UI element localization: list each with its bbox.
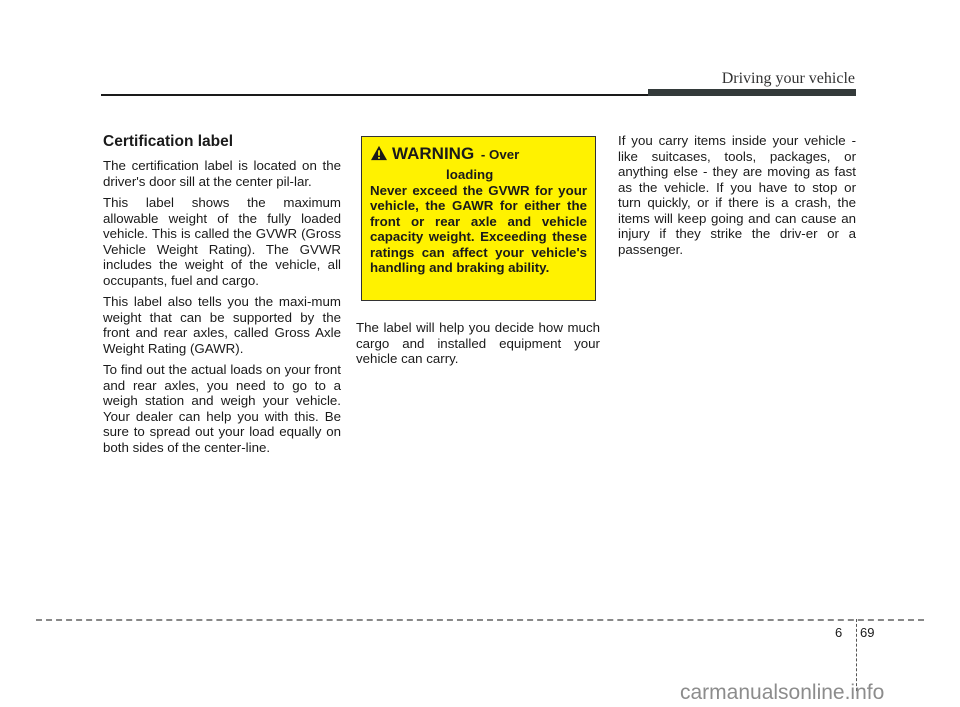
warning-body: Never exceed the GVWR for your vehicle, the GAWR for either the front or rear axle and vehicle capacity weight. Exceeding these ratings can affect your vehicle's handling and braking ability.	[370, 182, 587, 275]
paragraph: To find out the actual loads on your front and rear axles, you need to go to a weigh station and weigh your vehicle. Your dealer can help you with this. Be sure to spread out your load equally on both sides of the center-line.	[103, 362, 341, 455]
column-cargo-items	[618, 133, 856, 263]
column-certification	[103, 132, 341, 461]
chapter-number: 6	[835, 625, 843, 640]
warning-title: WARNING	[392, 144, 475, 163]
heading-certification-label: Certification label	[103, 133, 234, 150]
footer-rule	[36, 619, 924, 621]
header-rule-accent	[648, 89, 856, 96]
page-number: 69	[860, 625, 875, 640]
header-rule	[101, 94, 649, 96]
paragraph: This label shows the maximum allowable weight of the fully loaded vehicle. This is called the GVWR (Gross Vehicle Weight Rating). The GVWR includes the weight of the vehicle, all occupants, fuel and cargo.	[103, 195, 341, 288]
paragraph: If you carry items inside your vehicle - like suitcases, tools, packages, or anything else - they are moving as fast as the vehicle. If you have to stop or turn quickly, or if there is a crash, the items will keep going and can cause an injury if they strike the driv-er or a passenger.	[618, 133, 856, 257]
paragraph: The certification label is located on the driver's door sill at the center pil-lar.	[103, 158, 341, 189]
watermark: carmanualsonline.info	[680, 681, 885, 704]
warning-subtitle: - Over	[480, 147, 520, 162]
column-label-help	[356, 320, 600, 373]
section-title: Driving your vehicle	[721, 70, 855, 87]
warning-subtitle-2: loading	[446, 167, 494, 182]
paragraph: The label will help you decide how much cargo and installed equipment your vehicle can carry.	[356, 320, 600, 366]
warning-box	[361, 136, 596, 301]
paragraph: This label also tells you the maxi-mum weight that can be supported by the front and rear axles, called Gross Axle Weight Rating (GAWR).	[103, 294, 341, 356]
warning-triangle-icon	[370, 145, 388, 161]
